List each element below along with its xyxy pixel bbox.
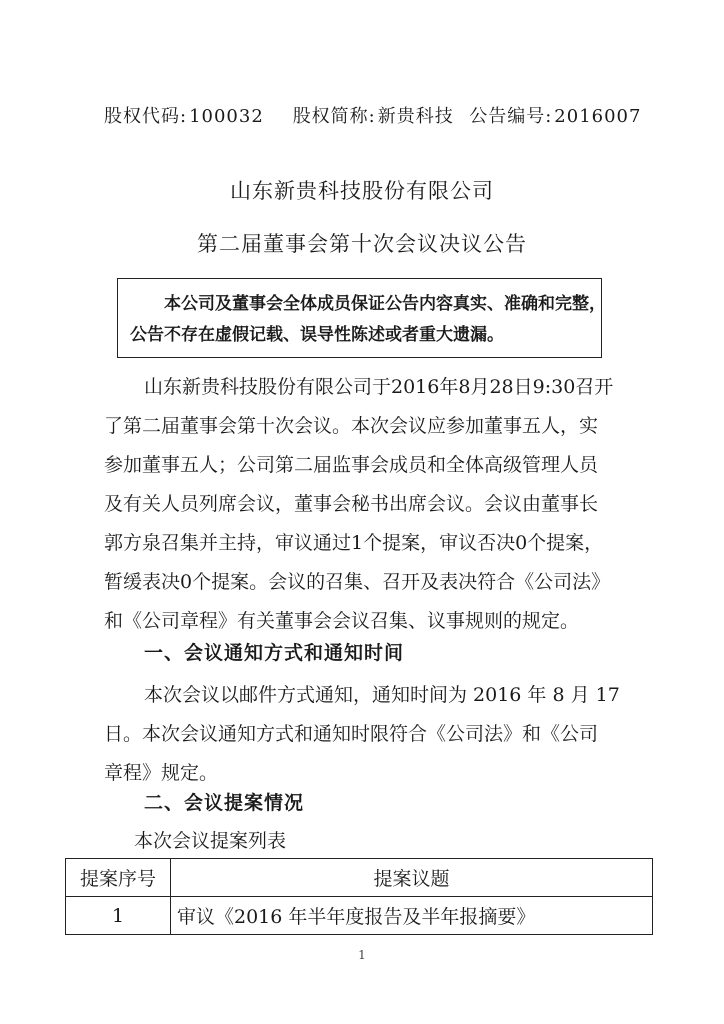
proposal-no-cell: 1 (66, 897, 171, 935)
stock-name-label: 股权简称: (292, 106, 376, 127)
statement-line-2: 公告不存在虚假记载、误导性陈述或者重大遗漏。 (130, 325, 504, 345)
paragraph-line: 暂缓表决0个提案。会议的召集、召开及表决符合《公司法》 (104, 571, 611, 593)
paragraph-line: 郭方泉召集并主持，审议通过1个提案，审议否决0个提案， (104, 532, 604, 554)
table-row (66, 897, 653, 935)
stock-name: 新贵科技 (377, 106, 454, 127)
column-header-proposal-no: 提案序号 (66, 859, 171, 897)
responsibility-statement-box (117, 278, 606, 358)
paragraph-line: 和《公司章程》有关董事会会议召集、议事规则的规定。 (104, 610, 580, 632)
stock-info-header (104, 102, 664, 128)
proposal-table-caption: 本次会议提案列表 (134, 830, 287, 852)
company-title: 山东新贵科技股份有限公司 (230, 179, 494, 203)
proposal-topic-cell: 审议《2016 年半年度报告及半年报摘要》 (171, 897, 653, 935)
statement-line-1: 本公司及董事会全体成员保证公告内容真实、准确和完整， (164, 294, 606, 314)
paragraph-line: 了第二届董事会第十次会议。本次会议应参加董事五人，实 (104, 415, 599, 437)
page-number: 1 (358, 948, 366, 962)
notice-no-label: 公告编号: (469, 106, 553, 127)
table-header-row (66, 859, 653, 897)
column-header-proposal-topic: 提案议题 (171, 859, 653, 897)
notice-no: 2016007 (554, 106, 642, 127)
meeting-summary-paragraph (104, 368, 616, 641)
notice-subject-title: 第二届董事会第十次会议决议公告 (197, 232, 527, 256)
paragraph-line: 及有关人员列席会议，董事会秘书出席会议。会议由董事长 (104, 493, 599, 515)
stock-code-label: 股权代码: (104, 106, 188, 127)
paragraph-line: 山东新贵科技股份有限公司于2016年8月28日9:30召开 (144, 376, 614, 398)
notice-method-paragraph (104, 676, 620, 793)
paragraph-line: 参加董事五人；公司第二届监事会成员和全体高级管理人员 (104, 454, 599, 476)
stock-code: 100032 (189, 106, 264, 127)
paragraph-line: 本次会议以邮件方式通知，通知时间为 2016 年 8 月 17 (144, 684, 620, 706)
section-heading-notice-method: 一、会议通知方式和通知时间 (144, 642, 405, 664)
paragraph-line: 章程》规定。 (104, 762, 219, 784)
paragraph-line: 日。本次会议通知方式和通知时限符合《公司法》和《公司 (104, 723, 599, 745)
section-heading-proposals: 二、会议提案情况 (144, 792, 305, 814)
proposal-table (65, 858, 653, 935)
